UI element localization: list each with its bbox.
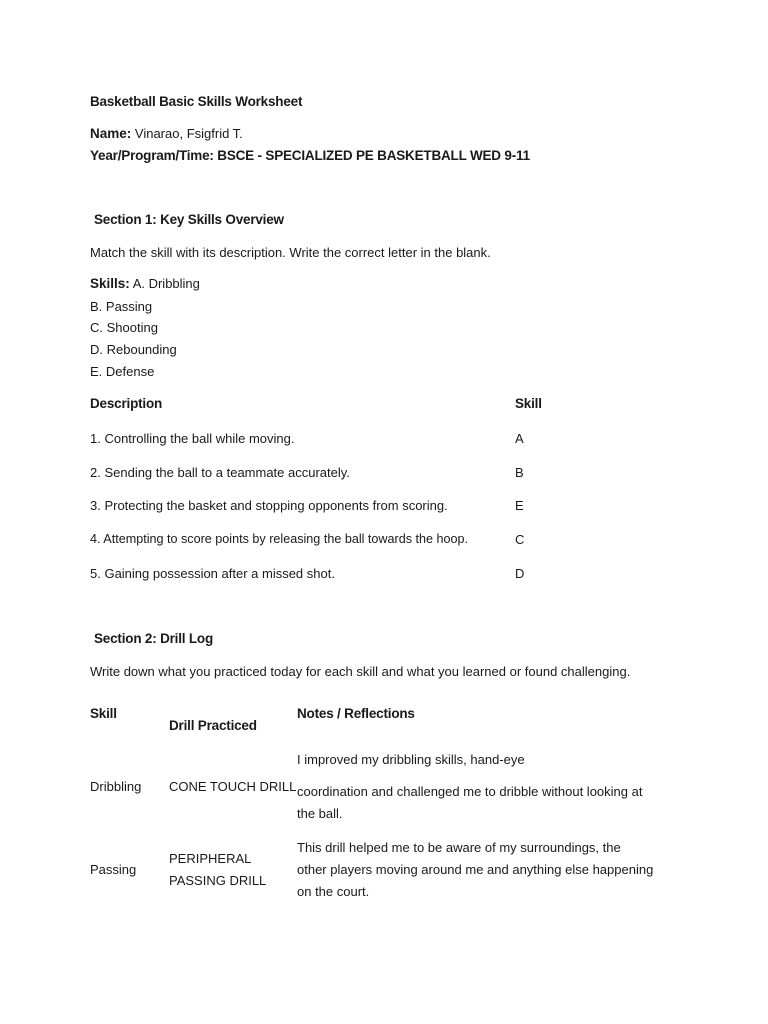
drill-row-2-drill-line-2: PASSING DRILL [169, 873, 267, 888]
skill-option-c: C. Shooting [90, 320, 158, 335]
match-answer-3: E [515, 498, 524, 513]
section2-instructions: Write down what you practiced today for each skill and what you learned or found challenging. [90, 664, 631, 679]
match-description-5: 5. Gaining possession after a missed shot. [90, 566, 335, 581]
skill-option-e: E. Defense [90, 364, 155, 379]
drill-row-2-notes-line-3: on the court. [297, 884, 370, 899]
match-answer-4: C [515, 532, 525, 547]
ypt-label: Year/Program/Time: [90, 148, 214, 163]
match-answer-2: B [515, 465, 524, 480]
match-description-3: 3. Protecting the basket and stopping opponents from scoring. [90, 498, 448, 513]
skill-option-d: D. Rebounding [90, 342, 177, 357]
section1-instructions: Match the skill with its description. Write the correct letter in the blank. [90, 245, 491, 260]
match-answer-5: D [515, 566, 525, 581]
drill-row-2-skill: Passing [90, 862, 137, 877]
match-description-2: 2. Sending the ball to a teammate accurately. [90, 465, 350, 480]
col-description-header: Description [90, 396, 163, 411]
name-value: Vinarao, Fsigfrid T. [134, 126, 243, 141]
drill-row-2-drill-line-1: PERIPHERAL [169, 851, 252, 866]
section1-heading: Section 1: Key Skills Overview [94, 212, 284, 227]
drill-col-notes-header: Notes / Reflections [297, 706, 415, 721]
ypt-value: BSCE - SPECIALIZED PE BASKETBALL WED 9-11 [217, 148, 530, 163]
skills-line [90, 276, 200, 291]
drill-row-1-notes-line-2: coordination and challenged me to dribble without looking at [297, 784, 643, 799]
year-program-time-line [90, 148, 530, 163]
skill-option-a: A. Dribbling [132, 276, 200, 291]
section2-heading: Section 2: Drill Log [94, 631, 214, 646]
skills-label: Skills: [90, 276, 130, 291]
drill-row-2-notes-line-1: This drill helped me to be aware of my surroundings, the [297, 840, 621, 855]
match-description-4: 4. Attempting to score points by releasing the ball towards the hoop. [90, 532, 469, 546]
name-line [90, 126, 243, 141]
drill-row-1-notes-line-3: the ball. [297, 806, 343, 821]
name-label: Name: [90, 126, 132, 141]
drill-col-drill-header: Drill Practiced [169, 718, 257, 733]
drill-row-1-notes-line-1: I improved my dribbling skills, hand-eye [297, 752, 525, 767]
document-title: Basketball Basic Skills Worksheet [90, 94, 303, 109]
match-description-1: 1. Controlling the ball while moving. [90, 431, 295, 446]
drill-col-skill-header: Skill [90, 706, 117, 721]
drill-row-1-drill: CONE TOUCH DRILL [169, 779, 297, 794]
drill-row-2-notes-line-2: other players moving around me and anything else happening [297, 862, 654, 877]
drill-row-1-skill: Dribbling [90, 779, 142, 794]
skill-option-b: B. Passing [90, 299, 153, 314]
col-skill-header: Skill [515, 396, 542, 411]
match-answer-1: A [515, 431, 524, 446]
